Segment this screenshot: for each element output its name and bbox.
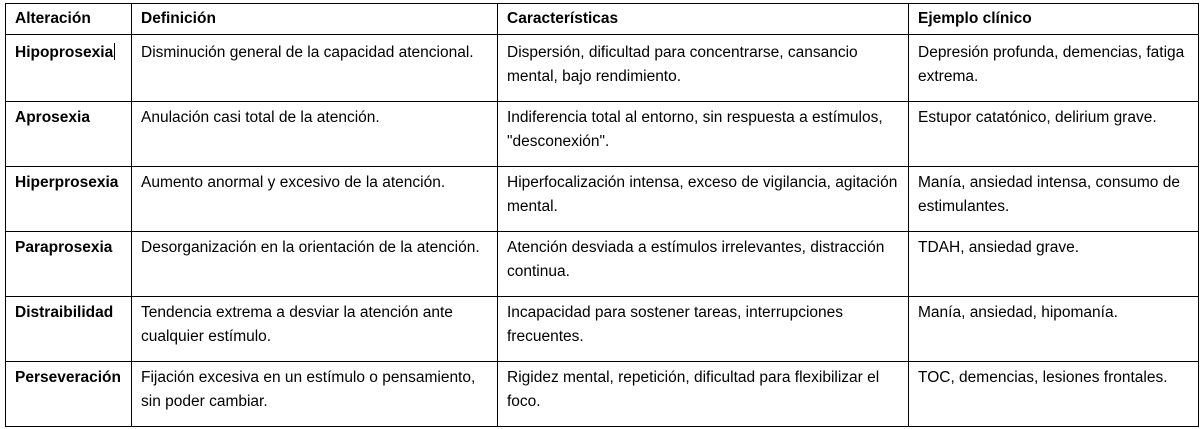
- header-alteracion[interactable]: Alteración: [6, 4, 132, 35]
- header-definicion[interactable]: Definición: [132, 4, 498, 35]
- table-row: [6, 35, 1199, 102]
- table-row: [6, 167, 1199, 232]
- cell-caracteristicas[interactable]: Indiferencia total al entorno, sin respuesta a estímulos, "desconexión".: [498, 102, 909, 167]
- cell-definicion[interactable]: Anulación casi total de la atención.: [132, 102, 498, 167]
- cell-definicion[interactable]: Desorganización en la orientación de la atención.: [132, 232, 498, 297]
- cell-caracteristicas[interactable]: Rigidez mental, repetición, dificultad para flexibilizar el foco.: [498, 362, 909, 427]
- text-cursor: [114, 43, 115, 60]
- cell-definicion[interactable]: Disminución general de la capacidad atencional.: [132, 35, 498, 102]
- cell-alteracion[interactable]: Distraibilidad: [6, 297, 132, 362]
- cell-definicion[interactable]: Aumento anormal y excesivo de la atención.: [132, 167, 498, 232]
- cell-alteracion[interactable]: Aprosexia: [6, 102, 132, 167]
- cell-ejemplo-clinico[interactable]: Estupor catatónico, delirium grave.: [909, 102, 1199, 167]
- cell-caracteristicas[interactable]: Atención desviada a estímulos irrelevantes, distracción continua.: [498, 232, 909, 297]
- table-row: [6, 297, 1199, 362]
- cell-caracteristicas[interactable]: Hiperfocalización intensa, exceso de vigilancia, agitación mental.: [498, 167, 909, 232]
- cell-ejemplo-clinico[interactable]: TDAH, ansiedad grave.: [909, 232, 1199, 297]
- cell-alteracion[interactable]: Paraprosexia: [6, 232, 132, 297]
- attention-alterations-table: [5, 3, 1199, 427]
- cell-ejemplo-clinico[interactable]: Manía, ansiedad intensa, consumo de estimulantes.: [909, 167, 1199, 232]
- cell-ejemplo-clinico[interactable]: Manía, ansiedad, hipomanía.: [909, 297, 1199, 362]
- cell-caracteristicas[interactable]: Incapacidad para sostener tareas, interrupciones frecuentes.: [498, 297, 909, 362]
- cell-caracteristicas[interactable]: Dispersión, dificultad para concentrarse, cansancio mental, bajo rendimiento.: [498, 35, 909, 102]
- cell-alteracion-text: Hipoprosexia: [15, 44, 114, 61]
- cell-alteracion[interactable]: Hiperprosexia: [6, 167, 132, 232]
- table-header-row: [6, 4, 1199, 35]
- cell-definicion[interactable]: Fijación excesiva en un estímulo o pensamiento, sin poder cambiar.: [132, 362, 498, 427]
- table-row: [6, 232, 1199, 297]
- table-row: [6, 362, 1199, 427]
- header-ejemplo-clinico[interactable]: Ejemplo clínico: [909, 4, 1199, 35]
- cell-ejemplo-clinico[interactable]: Depresión profunda, demencias, fatiga extrema.: [909, 35, 1199, 102]
- cell-definicion[interactable]: Tendencia extrema a desviar la atención ante cualquier estímulo.: [132, 297, 498, 362]
- cell-ejemplo-clinico[interactable]: TOC, demencias, lesiones frontales.: [909, 362, 1199, 427]
- table-row: [6, 102, 1199, 167]
- cell-alteracion[interactable]: Perseveración: [6, 362, 132, 427]
- cell-alteracion[interactable]: [6, 35, 132, 102]
- header-caracteristicas[interactable]: Características: [498, 4, 909, 35]
